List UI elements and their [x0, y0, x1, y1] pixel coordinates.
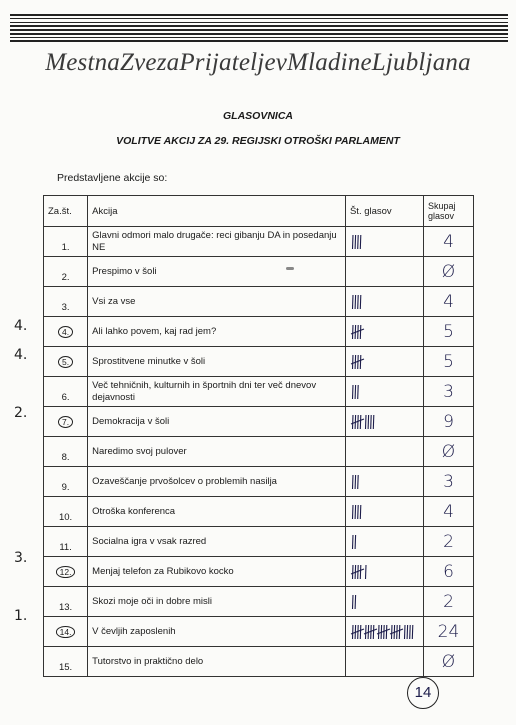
tally-stroke: [352, 235, 353, 249]
circled-row-number: 4.: [58, 326, 73, 338]
tally-stroke: [399, 625, 400, 639]
tally-stroke: [360, 565, 361, 579]
tally-stroke: [360, 625, 361, 639]
action-name-text: Ozaveščanje prvošolcev o problemih nasilja: [92, 475, 277, 487]
row-number: [44, 227, 88, 257]
row-number-text: 1.: [61, 242, 70, 253]
total-cell: [423, 437, 473, 467]
tally-stroke: [360, 325, 361, 339]
action-name: [88, 647, 346, 677]
vote-total: 3: [443, 381, 454, 402]
row-number-text: 6.: [61, 392, 70, 403]
tally-cell: [345, 317, 423, 347]
handwritten-rank: 3.: [14, 550, 28, 566]
row-number: [44, 467, 88, 497]
vote-total: 2: [443, 591, 454, 612]
row-number: [44, 497, 88, 527]
total-cell: [423, 587, 473, 617]
vote-total: 3: [443, 471, 454, 492]
tally-stroke: [384, 625, 385, 639]
total-cell: [423, 497, 473, 527]
action-name: [88, 557, 346, 587]
action-name: [88, 287, 346, 317]
tally-stroke: [358, 235, 359, 249]
total-cell: [423, 557, 473, 587]
tally-stroke: [355, 295, 356, 309]
action-name: [88, 497, 346, 527]
tally-stroke: [355, 475, 356, 489]
page-number: 14: [407, 677, 439, 709]
tally-stroke: [352, 475, 353, 489]
handwritten-rank: 4.: [14, 347, 28, 363]
col-header-number: Za.št.: [44, 196, 88, 227]
tally-cell: [345, 227, 423, 257]
circled-row-number: 12.: [56, 566, 76, 578]
tally-stroke: [358, 355, 359, 369]
vote-total: 24: [437, 621, 460, 642]
tally-stroke: [407, 625, 408, 639]
tally-stroke: [352, 535, 353, 549]
tally-marks: [350, 232, 370, 252]
tally-stroke: [355, 535, 356, 549]
tally-stroke: [373, 415, 374, 429]
action-name-text: Socialna igra v vsak razred: [92, 535, 207, 547]
tally-cell: [345, 527, 423, 557]
tally-cell: [345, 497, 423, 527]
row-number: [44, 617, 88, 647]
row-number-text: 11.: [59, 542, 72, 553]
total-cell: [423, 257, 473, 287]
tally-stroke: [352, 505, 353, 519]
tally-stroke: [404, 625, 405, 639]
action-name: [88, 317, 346, 347]
tally-stroke: [360, 355, 361, 369]
tally-stroke: [358, 325, 359, 339]
tally-stroke: [360, 415, 361, 429]
total-cell: [423, 227, 473, 257]
tally-stroke: [365, 565, 366, 579]
table-header-row: [44, 196, 474, 227]
action-name-text: Glavni odmori malo drugače: reci gibanju DA in posedanju NE: [92, 229, 337, 253]
tally-cell: [345, 617, 423, 647]
tally-stroke: [352, 325, 353, 339]
row-number-text: 9.: [61, 482, 70, 493]
action-name: [88, 257, 346, 287]
tally-stroke: [355, 505, 356, 519]
circled-row-number: 14.: [56, 626, 76, 638]
tally-stroke: [352, 355, 353, 369]
table-row: [44, 287, 474, 317]
votes-table: [43, 195, 474, 677]
tally-stroke: [358, 385, 359, 399]
row-number: [44, 527, 88, 557]
tally-stroke: [360, 295, 361, 309]
table-row: [44, 557, 474, 587]
total-cell: [423, 647, 473, 677]
action-name: [88, 347, 346, 377]
tally-marks: [350, 532, 370, 552]
circled-row-number: 7.: [58, 416, 73, 428]
tally-stroke: [355, 595, 356, 609]
tally-marks: [350, 412, 380, 432]
action-name-text: Sprostitvene minutke v šoli: [92, 355, 206, 367]
tally-stroke: [352, 565, 353, 579]
tally-stroke: [355, 235, 356, 249]
vote-total: 5: [443, 351, 454, 372]
tally-cell: [345, 437, 423, 467]
action-name-text: Naredimo svoj pulover: [92, 445, 187, 457]
tally-stroke: [373, 625, 374, 639]
tally-stroke: [360, 505, 361, 519]
tally-stroke: [410, 625, 411, 639]
row-number: [44, 647, 88, 677]
action-name-text: Otroška konferenca: [92, 505, 176, 517]
table-row: [44, 227, 474, 257]
row-number: [44, 317, 88, 347]
table-row: [44, 377, 474, 407]
table-row: [44, 467, 474, 497]
organization-name: MestnaZvezaPrijateljevMladineLjubljana: [45, 49, 471, 76]
action-name-text: Demokracija v šoli: [92, 415, 170, 427]
action-name: [88, 437, 346, 467]
tally-marks: [350, 592, 370, 612]
table-row: [44, 407, 474, 437]
tally-stroke: [352, 415, 353, 429]
tally-cell: [345, 587, 423, 617]
handwritten-rank: 1.: [14, 608, 28, 624]
tally-cell: [345, 377, 423, 407]
tally-marks: [350, 292, 370, 312]
tally-stroke: [412, 625, 413, 639]
tally-cell: [345, 557, 423, 587]
table-row: [44, 347, 474, 377]
scan-smudge: [286, 267, 294, 270]
action-name: [88, 467, 346, 497]
action-name: [88, 407, 346, 437]
vote-total: 9: [443, 411, 454, 432]
action-name-text: Več tehničnih, kulturnih in športnih dni ter več dnevov dejavnosti: [92, 379, 317, 403]
vote-total: 6: [443, 561, 454, 582]
total-cell: [423, 287, 473, 317]
tally-cell: [345, 407, 423, 437]
tally-stroke: [352, 625, 353, 639]
table-row: [44, 257, 474, 287]
col-header-votes: Št. glasov: [345, 196, 423, 227]
table-row: [44, 587, 474, 617]
row-number: [44, 587, 88, 617]
total-cell: [423, 467, 473, 497]
tally-stroke: [358, 625, 359, 639]
handwritten-rank: 2.: [14, 405, 28, 421]
vote-total: 4: [443, 501, 454, 522]
tally-stroke: [355, 385, 356, 399]
vote-total: Ø: [441, 261, 456, 282]
vote-total: 2: [443, 531, 454, 552]
row-number-text: 3.: [61, 302, 70, 313]
row-number: [44, 377, 88, 407]
vote-total: 4: [443, 291, 454, 312]
action-name-text: Vsi za vse: [92, 295, 136, 307]
row-number-text: 10.: [58, 512, 73, 523]
row-number-text: 13.: [58, 602, 73, 613]
tally-stroke: [358, 505, 359, 519]
tally-marks: [350, 622, 419, 642]
action-name-text: Menjaj telefon za Rubikovo kocko: [92, 565, 234, 577]
tally-cell: [345, 347, 423, 377]
tally-cell: [345, 287, 423, 317]
action-name: [88, 377, 346, 407]
tally-stroke: [352, 385, 353, 399]
tally-stroke: [352, 595, 353, 609]
tally-stroke: [371, 415, 372, 429]
tally-cell: [345, 467, 423, 497]
tally-stroke: [365, 415, 366, 429]
tally-stroke: [397, 625, 398, 639]
action-name: [88, 617, 346, 647]
handwritten-rank: 4.: [14, 318, 28, 334]
tally-stroke: [365, 625, 366, 639]
action-name: [88, 587, 346, 617]
action-name: [88, 527, 346, 557]
vote-total: 4: [443, 231, 454, 252]
table-row: [44, 437, 474, 467]
action-name-text: Ali lahko povem, kaj rad jem?: [92, 325, 217, 337]
table-row: [44, 617, 474, 647]
total-cell: [423, 617, 473, 647]
action-name: [88, 227, 346, 257]
action-name-text: Prespimo v šoli: [92, 265, 157, 277]
table-row: [44, 647, 474, 677]
ballot-title: GLASOVNICA: [222, 110, 293, 122]
tally-stroke: [371, 625, 372, 639]
tally-stroke: [378, 625, 379, 639]
circled-row-number: 5.: [58, 356, 73, 368]
col-header-action: Akcija: [88, 196, 346, 227]
tally-stroke: [352, 295, 353, 309]
ballot-subtitle: VOLITVE AKCIJ ZA 29. REGIJSKI OTROŠKI PARLAMENT: [116, 135, 400, 147]
tally-marks: [350, 502, 370, 522]
row-number-text: 8.: [61, 452, 70, 463]
total-cell: [423, 377, 473, 407]
action-name-text: Skozi moje oči in dobre misli: [92, 595, 213, 607]
row-number: [44, 407, 88, 437]
tally-cell: [345, 647, 423, 677]
tally-stroke: [358, 295, 359, 309]
tally-stroke: [391, 625, 392, 639]
total-cell: [423, 317, 473, 347]
tally-marks: [350, 472, 370, 492]
tally-stroke: [358, 415, 359, 429]
vote-total: 5: [443, 321, 454, 342]
table-row: [44, 527, 474, 557]
row-number: [44, 347, 88, 377]
total-cell: [423, 347, 473, 377]
col-header-total: Skupaj glasov: [423, 196, 473, 227]
table-row: [44, 497, 474, 527]
vote-total: Ø: [441, 441, 456, 462]
letterhead-rule: [10, 14, 508, 46]
tally-marks: [350, 352, 370, 372]
tally-stroke: [360, 235, 361, 249]
row-number: [44, 257, 88, 287]
action-name-text: Tutorstvo in praktično delo: [92, 655, 204, 667]
tally-stroke: [358, 475, 359, 489]
tally-marks: [350, 382, 370, 402]
row-number: [44, 287, 88, 317]
tally-stroke: [358, 565, 359, 579]
row-number-text: 2.: [61, 272, 70, 283]
row-number: [44, 437, 88, 467]
tally-cell: [345, 257, 423, 287]
tally-stroke: [368, 415, 369, 429]
tally-stroke: [386, 625, 387, 639]
total-cell: [423, 407, 473, 437]
vote-total: Ø: [441, 651, 456, 672]
tally-marks: [350, 322, 370, 342]
action-name-text: V čevljih zaposlenih: [92, 625, 176, 637]
intro-text: Predstavljene akcije so:: [57, 172, 168, 184]
table-body: [44, 227, 474, 677]
table-row: [44, 317, 474, 347]
tally-marks: [350, 562, 380, 582]
row-number: [44, 557, 88, 587]
total-cell: [423, 527, 473, 557]
row-number-text: 15.: [58, 662, 73, 673]
